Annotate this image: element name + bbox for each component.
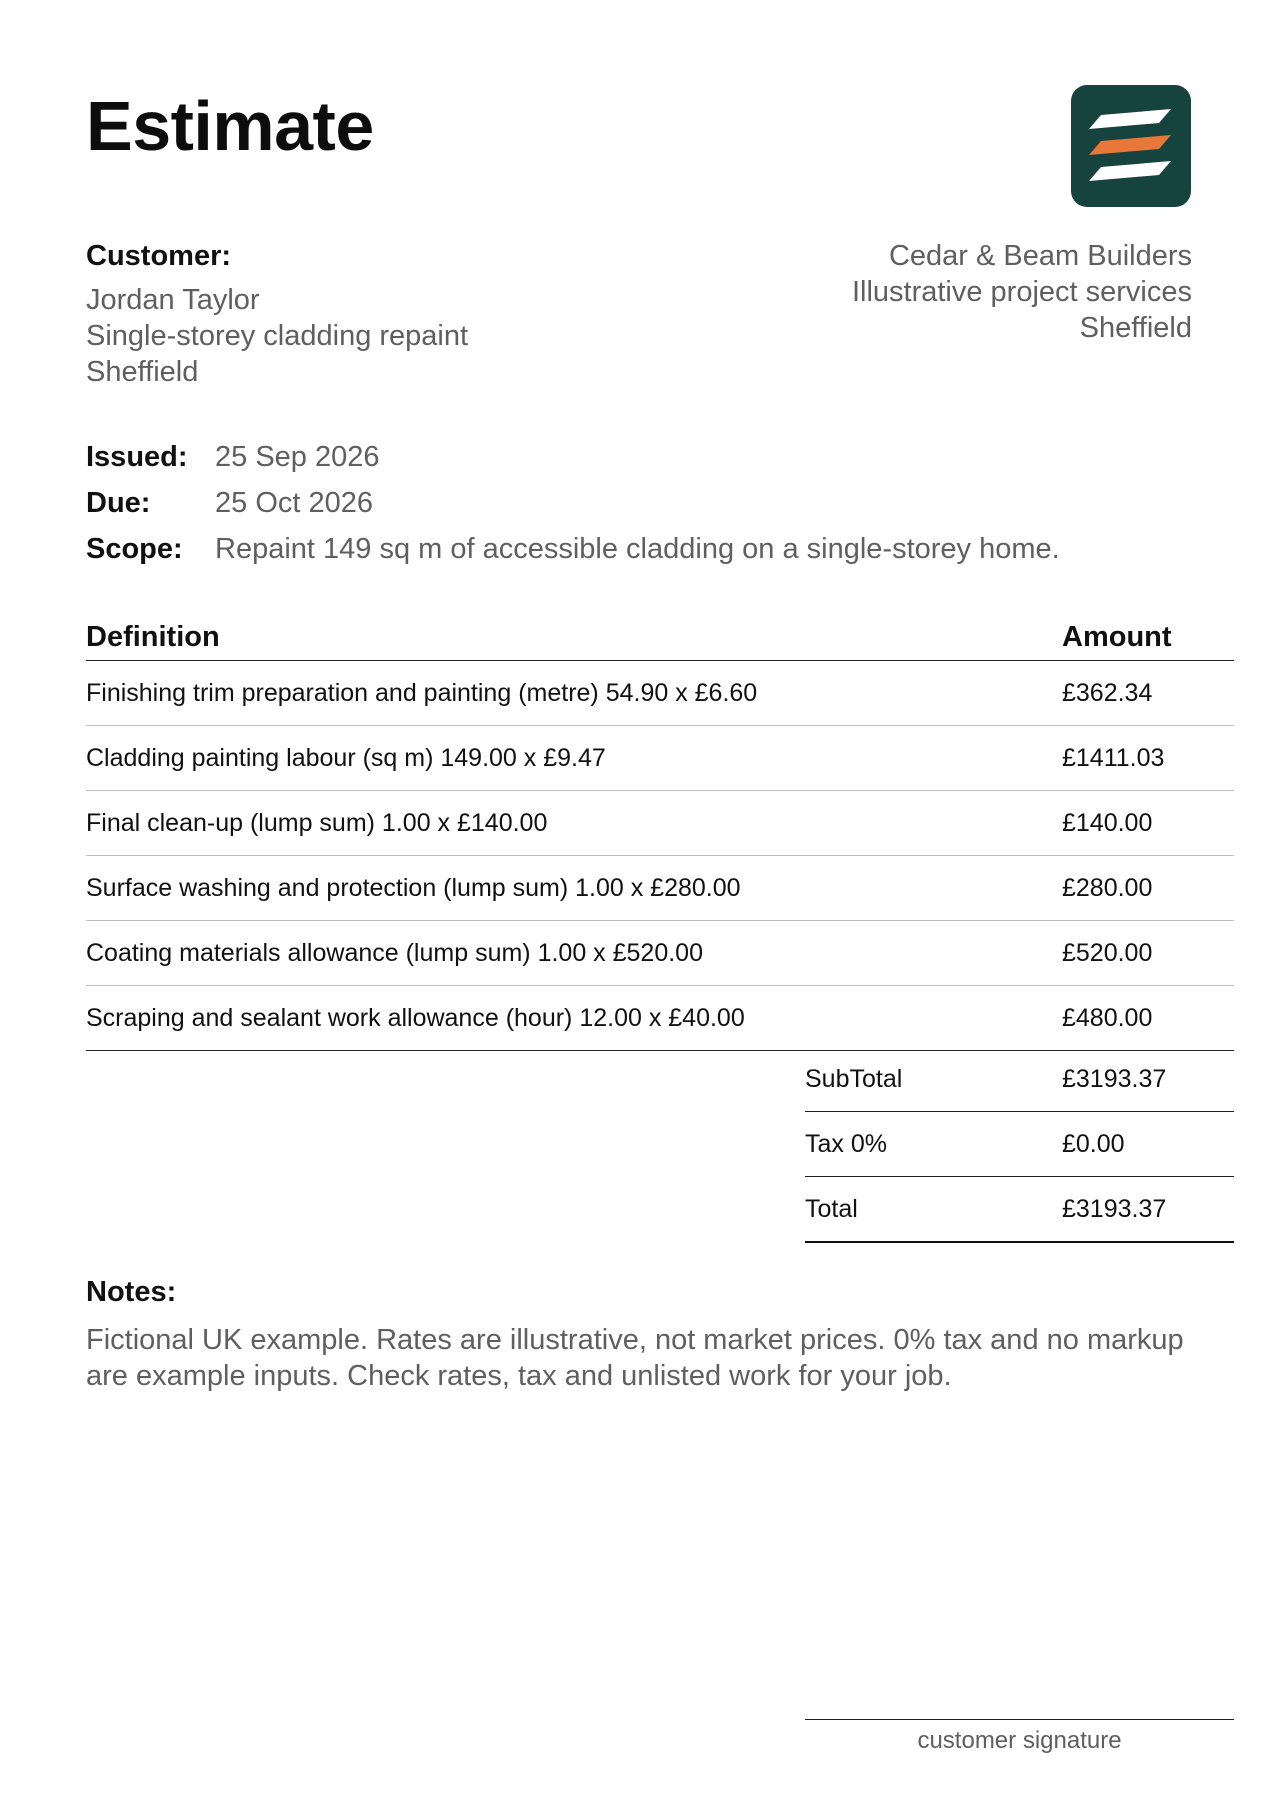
issued-label: Issued: [86,441,188,473]
subtotal-label: SubTotal [805,1064,903,1093]
table-header [86,615,1234,661]
total-row [805,1177,1234,1243]
table-row [86,791,1234,856]
table-row [86,921,1234,986]
total-label: Total [805,1194,858,1223]
company-tagline: Illustrative project services [851,276,1192,308]
table-row [86,661,1234,726]
item-amount: £140.00 [1062,808,1153,837]
company-city: Sheffield [1079,312,1192,344]
item-definition: Final clean-up (lump sum) 1.00 x £140.00 [86,808,548,837]
due-date: 25 Oct 2026 [215,487,373,519]
company-logo [1071,85,1191,207]
customer-name: Jordan Taylor [86,284,260,316]
scope-label: Scope: [86,533,183,565]
table-row [86,726,1234,791]
customer-label: Customer: [86,240,232,272]
table-row [86,986,1234,1051]
company-block [852,238,1192,346]
table-row [86,856,1234,921]
definition-column-header: Definition [86,621,220,653]
item-amount: £1411.03 [1062,743,1165,772]
item-amount: £480.00 [1062,1003,1153,1032]
item-definition: Surface washing and protection (lump sum) 1.00 x £280.00 [86,873,741,902]
item-amount: £362.34 [1062,678,1153,707]
estimate-meta [86,434,1060,572]
issued-date: 25 Sep 2026 [215,441,380,473]
customer-project: Single-storey cladding repaint [86,320,469,352]
notes-block [86,1274,1186,1394]
due-row [86,480,1060,526]
item-definition: Coating materials allowance (lump sum) 1.00 x £520.00 [86,938,703,967]
scope-text: Repaint 149 sq m of accessible cladding on a single-storey home. [215,533,1060,565]
item-definition: Cladding painting labour (sq m) 149.00 x £9.47 [86,743,606,772]
tax-row [805,1112,1234,1177]
tax-label: Tax 0% [805,1129,887,1158]
item-definition: Finishing trim preparation and painting (metre) 54.90 x £6.60 [86,678,758,707]
tax-value: £0.00 [1062,1129,1125,1158]
item-amount: £520.00 [1062,938,1153,967]
subtotal-value: £3193.37 [1062,1064,1167,1093]
item-amount: £280.00 [1062,873,1153,902]
notes-label: Notes: [86,1276,177,1308]
signature-label: customer signature [917,1727,1122,1754]
totals-block [805,1047,1234,1243]
stacked-planks-logo-icon [1071,85,1191,207]
customer-city: Sheffield [86,356,199,388]
notes-text: Fictional UK example. Rates are illustrative, not market prices. 0% tax and no markup are example inputs. Check rates, tax and unlisted work for your job. [86,1324,1184,1392]
item-definition: Scraping and sealant work allowance (hour) 12.00 x £40.00 [86,1003,745,1032]
subtotal-row [805,1047,1234,1112]
amount-column-header: Amount [1062,621,1172,653]
line-items-table [86,615,1234,1051]
customer-signature-line [805,1719,1234,1755]
issued-row [86,434,1060,480]
page-title: Estimate [86,87,374,165]
customer-block [86,238,468,390]
company-name: Cedar & Beam Builders [888,240,1192,272]
scope-row [86,526,1060,572]
total-value: £3193.37 [1062,1194,1167,1223]
due-label: Due: [86,487,151,519]
